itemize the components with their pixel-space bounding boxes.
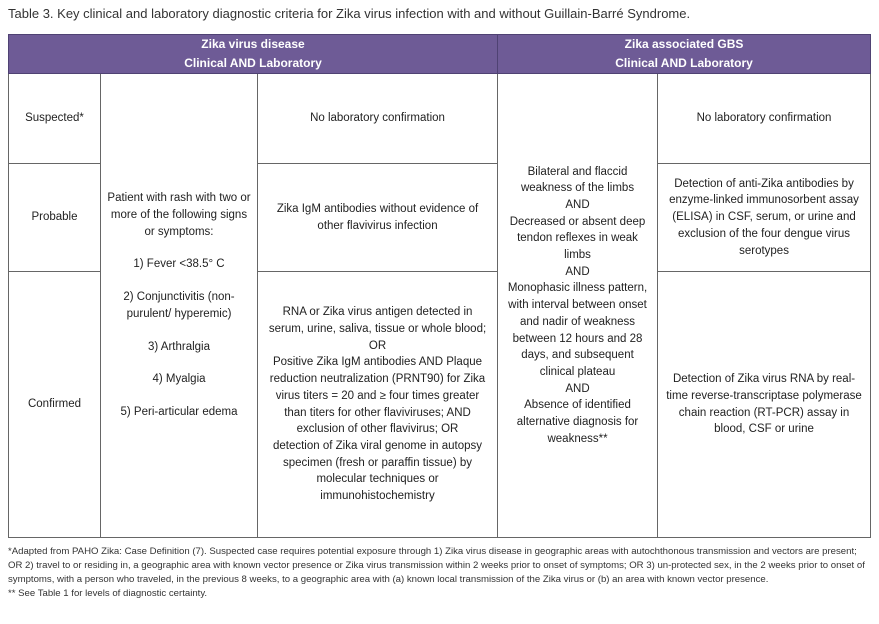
zika-lab-confirmed-genome: detection of Zika viral genome in autopsy specimen (fresh or paraffin tissue) by molecular techniques or immunohistochemistry — [272, 439, 483, 502]
zika-lab-confirmed-or: OR — [368, 339, 387, 352]
gbs-criterion-weakness: Bilateral and flaccid weakness of the limbs — [520, 165, 635, 195]
footnote-paho: *Adapted from PAHO Zika: Case Definition (7). Suspected case requires potential exposure through 1) Zika virus disease in geographic areas with autochthonous transmission and vectors are present; OR 2) travel to or residing in, a geographic area with known vector presence or Zika virus transmission within 2 weeks prior to onset of symptoms; OR 3) un-protected sex, in the 2 weeks prior to onset of symptoms, with a person who traveled, in the previous 8 weeks, to a geographic area with (a) known local transmission of the Zika virus or (b) an area with known vector presence. — [8, 546, 865, 585]
gbs-lab-probable: Detection of anti-Zika antibodies by enzyme-linked immunosorbent assay (ELISA) in CSF, serum, or urine and exclusion of the four dengue virus serotypes — [658, 164, 871, 272]
gbs-and-3: AND — [565, 382, 590, 395]
header-zika — [9, 35, 498, 74]
footnote-table1: ** See Table 1 for levels of diagnostic certainty. — [8, 587, 208, 599]
table-row-suspected — [9, 74, 871, 164]
sign-myalgia: 4) Myalgia — [152, 373, 206, 386]
zika-lab-confirmed — [258, 272, 498, 538]
sign-conjunctivitis: 2) Conjunctivitis (non-purulent/ hyperemic) — [123, 291, 235, 320]
header-zika-sub: Clinical AND Laboratory — [184, 56, 322, 70]
header-zika-title: Zika virus disease — [201, 37, 305, 52]
sign-edema: 5) Peri-articular edema — [120, 405, 238, 418]
header-gbs-sub: Clinical AND Laboratory — [615, 56, 753, 70]
header-gbs — [498, 35, 871, 74]
gbs-and-1: AND — [565, 199, 590, 212]
header-gbs-title: Zika associated GBS — [624, 37, 744, 52]
zika-lab-confirmed-rna: RNA or Zika virus antigen detected in serum, urine, saliva, tissue or whole blood; — [268, 306, 487, 336]
gbs-clinical-criteria — [498, 74, 658, 538]
sign-fever: 1) Fever <38.5° C — [133, 258, 225, 271]
zika-clinical-signs — [101, 74, 258, 538]
signs-intro: Patient with rash with two or more of the following signs or symptoms: — [107, 192, 251, 238]
footnotes — [8, 545, 870, 601]
zika-lab-suspected: No laboratory confirmation — [258, 74, 498, 164]
row-label-suspected: Suspected* — [9, 74, 101, 164]
zika-lab-probable: Zika IgM antibodies without evidence of other flavivirus infection — [258, 164, 498, 272]
table-header-row — [9, 35, 871, 74]
gbs-criterion-monophasic: Monophasic illness pattern, with interval between onset and nadir of weakness between 12 hours and 28 days, and subsequent clinical plateau — [507, 282, 648, 378]
row-label-confirmed: Confirmed — [9, 272, 101, 538]
sign-arthralgia: 3) Arthralgia — [147, 340, 210, 353]
criteria-table — [8, 34, 871, 538]
row-label-probable: Probable — [9, 164, 101, 272]
gbs-criterion-absence: Absence of identified alternative diagnosis for weakness** — [516, 399, 639, 445]
gbs-criterion-reflexes: Decreased or absent deep tendon reflexes in weak limbs — [509, 215, 646, 262]
gbs-lab-suspected: No laboratory confirmation — [658, 74, 871, 164]
gbs-lab-confirmed: Detection of Zika virus RNA by real-time reverse-transcriptase polymerase chain reaction (RT-PCR) assay in blood, CSF or urine — [658, 272, 871, 538]
gbs-and-2: AND — [565, 265, 590, 278]
table-caption: Table 3. Key clinical and laboratory diagnostic criteria for Zika virus infection with and without Guillain-Barré Syndrome. — [8, 6, 691, 21]
zika-lab-confirmed-igm: Positive Zika IgM antibodies AND Plaque reduction neutralization (PRNT90) for Zika virus titers = 20 and ≥ four times greater than titers for other flaviviruses; AND exclusion of other flavivirus; OR — [269, 356, 486, 436]
